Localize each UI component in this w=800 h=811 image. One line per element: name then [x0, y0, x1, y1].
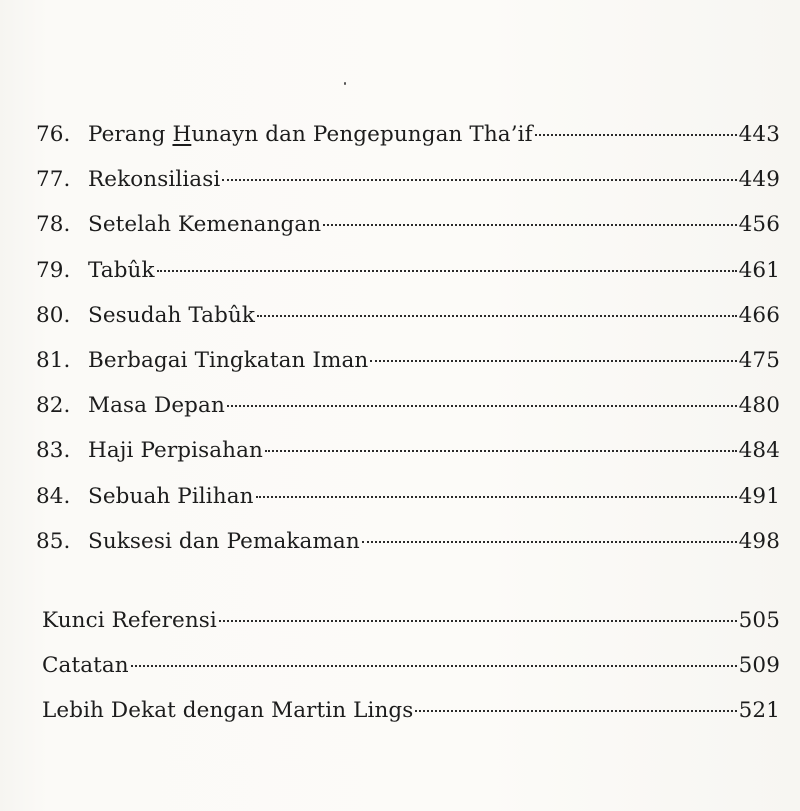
- chapter-title: Sebuah Pilihan: [88, 483, 254, 509]
- page-number: 509: [738, 653, 780, 679]
- toc-entry-85[interactable]: [36, 529, 780, 574]
- toc-entry-catatan[interactable]: [36, 653, 780, 698]
- back-matter-title: Kunci Referensi: [42, 607, 217, 633]
- dot-leader: [323, 224, 736, 226]
- chapter-number: 83.: [36, 438, 71, 464]
- toc-entry-80[interactable]: [36, 303, 780, 348]
- chapter-number: 76.: [36, 122, 71, 147]
- section-gap: [36, 574, 780, 608]
- page-number: 443: [738, 122, 780, 147]
- toc-entry-lebih-dekat[interactable]: [36, 698, 780, 743]
- dot-leader: [227, 405, 737, 407]
- toc-entry-kunci-referensi[interactable]: [36, 608, 780, 653]
- dot-leader: [370, 360, 736, 362]
- dot-leader: [222, 179, 736, 181]
- dot-leader: [362, 541, 737, 543]
- toc-entry-77[interactable]: [36, 167, 780, 212]
- page-number: 491: [738, 483, 780, 509]
- dot-leader: [257, 315, 737, 317]
- chapter-number: 80.: [36, 302, 71, 328]
- chapter-title-underlined-letter: H: [172, 122, 192, 147]
- toc-entry-83[interactable]: [36, 438, 780, 483]
- dot-leader: [265, 450, 737, 452]
- chapter-number: 77.: [36, 167, 71, 193]
- page-number: 475: [738, 347, 780, 373]
- toc-entry-79[interactable]: [36, 258, 780, 303]
- chapter-title-part: unayn dan Pengepungan Tha’if: [191, 122, 533, 147]
- chapter-title-part: Perang: [88, 122, 173, 147]
- dot-leader: [219, 620, 737, 622]
- table-of-contents: [36, 122, 780, 743]
- page-number: 505: [738, 607, 780, 633]
- page-number: 449: [738, 167, 780, 193]
- toc-entry-81[interactable]: [36, 348, 780, 393]
- dot-leader: [415, 710, 736, 712]
- chapter-title: Berbagai Tingkatan Iman: [88, 347, 369, 373]
- chapter-number: 78.: [36, 212, 71, 238]
- page-number: 480: [738, 393, 780, 419]
- toc-entry-84[interactable]: [36, 484, 780, 529]
- chapter-number: 82.: [36, 393, 71, 419]
- chapter-title: Haji Perpisahan: [88, 438, 263, 464]
- page-number: 456: [738, 212, 780, 238]
- toc-entry-78[interactable]: [36, 212, 780, 257]
- dot-leader: [157, 270, 737, 272]
- dot-leader: [256, 496, 737, 498]
- toc-entry-82[interactable]: [36, 393, 780, 438]
- chapter-title: Tabûk: [88, 257, 155, 283]
- chapter-title: Sesudah Tabûk: [88, 302, 256, 328]
- chapter-title: Masa Depan: [88, 393, 225, 419]
- page-number: 466: [738, 302, 780, 328]
- chapter-number: 85.: [36, 528, 71, 554]
- page-number: 498: [738, 528, 780, 554]
- chapter-title: [86, 122, 533, 147]
- back-matter-title: Lebih Dekat dengan Martin Lings: [42, 698, 414, 724]
- page-number: 484: [738, 438, 780, 464]
- back-matter-title: Catatan: [42, 653, 129, 679]
- dot-leader: [535, 134, 737, 136]
- page-number: 461: [738, 257, 780, 283]
- chapter-number: 84.: [36, 483, 71, 509]
- chapter-title: Suksesi dan Pemakaman: [88, 528, 360, 554]
- ink-speck: [344, 82, 346, 85]
- chapter-number: 81.: [36, 347, 71, 373]
- dot-leader: [131, 665, 737, 667]
- chapter-number: 79.: [36, 257, 71, 283]
- chapter-title: Setelah Kemenangan: [88, 212, 322, 238]
- toc-entry-76[interactable]: [36, 122, 780, 167]
- page-number: 521: [738, 698, 780, 724]
- chapter-title: Rekonsiliasi: [88, 167, 221, 193]
